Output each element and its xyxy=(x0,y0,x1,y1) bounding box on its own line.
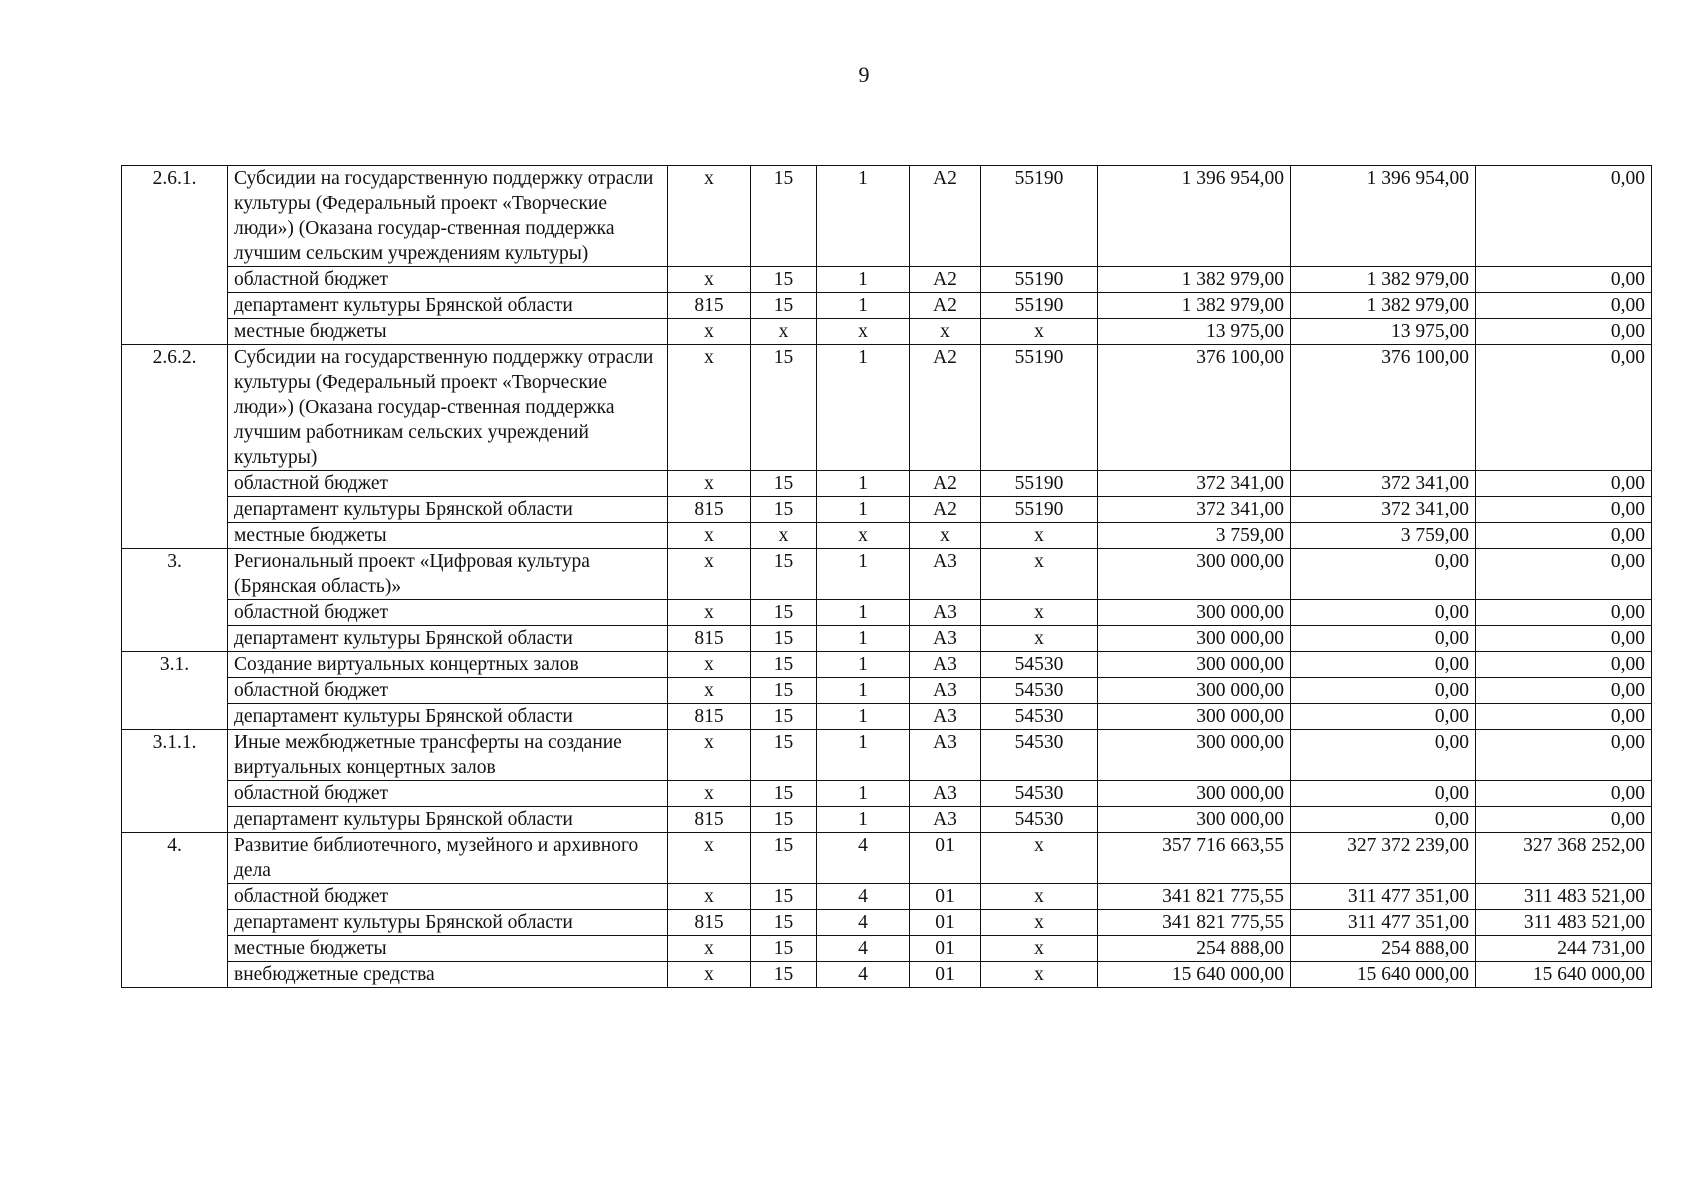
ministry-code-cell: х xyxy=(668,833,751,884)
table-row xyxy=(122,319,1652,345)
expense-code-cell: 54530 xyxy=(981,678,1098,704)
ministry-code-cell: 815 xyxy=(668,626,751,652)
amount-year1-cell: 300 000,00 xyxy=(1098,600,1291,626)
ministry-code-cell: х xyxy=(668,600,751,626)
item-name-cell: департамент культуры Брянской области xyxy=(228,626,668,652)
amount-year3-cell: 0,00 xyxy=(1476,471,1652,497)
program-code-cell: А2 xyxy=(910,497,981,523)
amount-year3-cell: 0,00 xyxy=(1476,781,1652,807)
amount-year3-cell: 0,00 xyxy=(1476,704,1652,730)
item-name-cell: местные бюджеты xyxy=(228,319,668,345)
expense-code-cell: 54530 xyxy=(981,807,1098,833)
ministry-code-cell: х xyxy=(668,549,751,600)
program-code-cell: А2 xyxy=(910,267,981,293)
amount-year2-cell: 372 341,00 xyxy=(1291,497,1476,523)
section-code-cell: 15 xyxy=(751,807,817,833)
amount-year2-cell: 311 477 351,00 xyxy=(1291,910,1476,936)
program-code-cell: А2 xyxy=(910,293,981,319)
section-code-cell: 15 xyxy=(751,730,817,781)
table-row xyxy=(122,600,1652,626)
table-row xyxy=(122,497,1652,523)
amount-year3-cell: 0,00 xyxy=(1476,549,1652,600)
program-code-cell: А3 xyxy=(910,807,981,833)
item-name-cell: департамент культуры Брянской области xyxy=(228,807,668,833)
expense-code-cell: х xyxy=(981,910,1098,936)
program-code-cell: А3 xyxy=(910,781,981,807)
ministry-code-cell: х xyxy=(668,678,751,704)
section-code-cell: 15 xyxy=(751,962,817,988)
expense-code-cell: 55190 xyxy=(981,471,1098,497)
amount-year2-cell: 372 341,00 xyxy=(1291,471,1476,497)
expense-code-cell: х xyxy=(981,549,1098,600)
amount-year2-cell: 327 372 239,00 xyxy=(1291,833,1476,884)
program-code-cell: 01 xyxy=(910,884,981,910)
table-row xyxy=(122,910,1652,936)
expense-code-cell: х xyxy=(981,319,1098,345)
amount-year3-cell: 0,00 xyxy=(1476,807,1652,833)
expense-code-cell: 54530 xyxy=(981,704,1098,730)
section-code-cell: 15 xyxy=(751,626,817,652)
ministry-code-cell: х xyxy=(668,471,751,497)
section-code-cell: 15 xyxy=(751,833,817,884)
ministry-code-cell: 815 xyxy=(668,497,751,523)
amount-year2-cell: 0,00 xyxy=(1291,704,1476,730)
amount-year1-cell: 300 000,00 xyxy=(1098,549,1291,600)
table-row xyxy=(122,293,1652,319)
subsection-code-cell: 1 xyxy=(817,704,910,730)
item-number-cell: 2.6.2. xyxy=(122,345,228,549)
section-code-cell: 15 xyxy=(751,936,817,962)
section-code-cell: х xyxy=(751,319,817,345)
ministry-code-cell: х xyxy=(668,936,751,962)
table-row xyxy=(122,807,1652,833)
subsection-code-cell: 1 xyxy=(817,600,910,626)
table-row xyxy=(122,678,1652,704)
amount-year1-cell: 1 382 979,00 xyxy=(1098,293,1291,319)
table-row xyxy=(122,833,1652,884)
amount-year3-cell: 0,00 xyxy=(1476,497,1652,523)
amount-year2-cell: 1 382 979,00 xyxy=(1291,293,1476,319)
amount-year3-cell: 0,00 xyxy=(1476,678,1652,704)
ministry-code-cell: х xyxy=(668,267,751,293)
item-name-cell: департамент культуры Брянской области xyxy=(228,497,668,523)
program-code-cell: А2 xyxy=(910,166,981,267)
amount-year2-cell: 13 975,00 xyxy=(1291,319,1476,345)
section-code-cell: 15 xyxy=(751,345,817,471)
amount-year2-cell: 0,00 xyxy=(1291,600,1476,626)
amount-year1-cell: 13 975,00 xyxy=(1098,319,1291,345)
table-row xyxy=(122,884,1652,910)
program-code-cell: А3 xyxy=(910,678,981,704)
ministry-code-cell: х xyxy=(668,781,751,807)
subsection-code-cell: 1 xyxy=(817,781,910,807)
ministry-code-cell: 815 xyxy=(668,910,751,936)
item-name-cell: областной бюджет xyxy=(228,471,668,497)
program-code-cell: А3 xyxy=(910,600,981,626)
expense-code-cell: 54530 xyxy=(981,652,1098,678)
table-row xyxy=(122,626,1652,652)
program-code-cell: 01 xyxy=(910,833,981,884)
subsection-code-cell: 1 xyxy=(817,678,910,704)
budget-table xyxy=(121,165,1652,988)
program-code-cell: А3 xyxy=(910,652,981,678)
amount-year1-cell: 372 341,00 xyxy=(1098,471,1291,497)
table-row xyxy=(122,730,1652,781)
subsection-code-cell: 1 xyxy=(817,807,910,833)
amount-year3-cell: 0,00 xyxy=(1476,293,1652,319)
amount-year2-cell: 0,00 xyxy=(1291,781,1476,807)
expense-code-cell: 55190 xyxy=(981,345,1098,471)
expense-code-cell: х xyxy=(981,936,1098,962)
amount-year1-cell: 300 000,00 xyxy=(1098,781,1291,807)
expense-code-cell: 55190 xyxy=(981,293,1098,319)
section-code-cell: 15 xyxy=(751,910,817,936)
amount-year1-cell: 300 000,00 xyxy=(1098,626,1291,652)
amount-year3-cell: 0,00 xyxy=(1476,730,1652,781)
item-name-cell: местные бюджеты xyxy=(228,936,668,962)
section-code-cell: 15 xyxy=(751,652,817,678)
amount-year3-cell: 0,00 xyxy=(1476,523,1652,549)
table-row xyxy=(122,549,1652,600)
program-code-cell: 01 xyxy=(910,910,981,936)
item-name-cell: областной бюджет xyxy=(228,781,668,807)
table-row xyxy=(122,267,1652,293)
item-name-cell: департамент культуры Брянской области xyxy=(228,704,668,730)
amount-year2-cell: 15 640 000,00 xyxy=(1291,962,1476,988)
amount-year3-cell: 0,00 xyxy=(1476,267,1652,293)
subsection-code-cell: 1 xyxy=(817,345,910,471)
amount-year2-cell: 1 396 954,00 xyxy=(1291,166,1476,267)
amount-year3-cell: 15 640 000,00 xyxy=(1476,962,1652,988)
expense-code-cell: х xyxy=(981,600,1098,626)
subsection-code-cell: 1 xyxy=(817,626,910,652)
section-code-cell: 15 xyxy=(751,781,817,807)
program-code-cell: 01 xyxy=(910,936,981,962)
subsection-code-cell: 1 xyxy=(817,471,910,497)
amount-year2-cell: 3 759,00 xyxy=(1291,523,1476,549)
expense-code-cell: 55190 xyxy=(981,497,1098,523)
subsection-code-cell: 4 xyxy=(817,962,910,988)
program-code-cell: А2 xyxy=(910,345,981,471)
table-row xyxy=(122,652,1652,678)
expense-code-cell: х xyxy=(981,884,1098,910)
program-code-cell: 01 xyxy=(910,962,981,988)
amount-year3-cell: 0,00 xyxy=(1476,626,1652,652)
table-row xyxy=(122,471,1652,497)
amount-year2-cell: 311 477 351,00 xyxy=(1291,884,1476,910)
amount-year1-cell: 300 000,00 xyxy=(1098,652,1291,678)
item-name-cell: областной бюджет xyxy=(228,678,668,704)
item-number-cell: 3. xyxy=(122,549,228,652)
section-code-cell: 15 xyxy=(751,471,817,497)
table-body xyxy=(122,166,1652,988)
table-row xyxy=(122,166,1652,267)
amount-year1-cell: 357 716 663,55 xyxy=(1098,833,1291,884)
expense-code-cell: х xyxy=(981,833,1098,884)
item-name-cell: Субсидии на государственную поддержку отрасли культуры (Федеральный проект «Творческие люди») (Оказана государ-ственная поддержка лучшим сельским учреждениям культуры) xyxy=(228,166,668,267)
item-name-cell: департамент культуры Брянской области xyxy=(228,293,668,319)
item-number-cell: 4. xyxy=(122,833,228,988)
amount-year3-cell: 0,00 xyxy=(1476,166,1652,267)
subsection-code-cell: х xyxy=(817,319,910,345)
amount-year1-cell: 1 382 979,00 xyxy=(1098,267,1291,293)
item-name-cell: областной бюджет xyxy=(228,267,668,293)
table-row xyxy=(122,962,1652,988)
section-code-cell: 15 xyxy=(751,293,817,319)
amount-year3-cell: 311 483 521,00 xyxy=(1476,884,1652,910)
ministry-code-cell: х xyxy=(668,345,751,471)
amount-year3-cell: 311 483 521,00 xyxy=(1476,910,1652,936)
amount-year1-cell: 3 759,00 xyxy=(1098,523,1291,549)
program-code-cell: А3 xyxy=(910,730,981,781)
item-number-cell: 3.1.1. xyxy=(122,730,228,833)
table-row xyxy=(122,345,1652,471)
ministry-code-cell: х xyxy=(668,523,751,549)
expense-code-cell: х xyxy=(981,523,1098,549)
amount-year2-cell: 0,00 xyxy=(1291,807,1476,833)
amount-year1-cell: 300 000,00 xyxy=(1098,807,1291,833)
subsection-code-cell: х xyxy=(817,523,910,549)
amount-year3-cell: 0,00 xyxy=(1476,652,1652,678)
subsection-code-cell: 1 xyxy=(817,652,910,678)
amount-year1-cell: 376 100,00 xyxy=(1098,345,1291,471)
amount-year1-cell: 372 341,00 xyxy=(1098,497,1291,523)
section-code-cell: х xyxy=(751,523,817,549)
item-name-cell: внебюджетные средства xyxy=(228,962,668,988)
program-code-cell: А3 xyxy=(910,626,981,652)
ministry-code-cell: х xyxy=(668,166,751,267)
expense-code-cell: х xyxy=(981,962,1098,988)
program-code-cell: А3 xyxy=(910,549,981,600)
ministry-code-cell: х xyxy=(668,884,751,910)
expense-code-cell: 54530 xyxy=(981,781,1098,807)
amount-year1-cell: 341 821 775,55 xyxy=(1098,884,1291,910)
amount-year1-cell: 300 000,00 xyxy=(1098,678,1291,704)
program-code-cell: А2 xyxy=(910,471,981,497)
expense-code-cell: 55190 xyxy=(981,166,1098,267)
amount-year3-cell: 0,00 xyxy=(1476,319,1652,345)
expense-code-cell: 54530 xyxy=(981,730,1098,781)
table-row xyxy=(122,936,1652,962)
amount-year1-cell: 15 640 000,00 xyxy=(1098,962,1291,988)
section-code-cell: 15 xyxy=(751,549,817,600)
item-name-cell: Иные межбюджетные трансферты на создание виртуальных концертных залов xyxy=(228,730,668,781)
ministry-code-cell: х xyxy=(668,962,751,988)
amount-year2-cell: 0,00 xyxy=(1291,626,1476,652)
program-code-cell: х xyxy=(910,523,981,549)
item-name-cell: департамент культуры Брянской области xyxy=(228,910,668,936)
section-code-cell: 15 xyxy=(751,267,817,293)
amount-year2-cell: 0,00 xyxy=(1291,730,1476,781)
item-name-cell: областной бюджет xyxy=(228,884,668,910)
section-code-cell: 15 xyxy=(751,704,817,730)
ministry-code-cell: х xyxy=(668,652,751,678)
item-number-cell: 3.1. xyxy=(122,652,228,730)
subsection-code-cell: 4 xyxy=(817,884,910,910)
subsection-code-cell: 4 xyxy=(817,833,910,884)
page-number: 9 xyxy=(858,62,870,87)
amount-year1-cell: 341 821 775,55 xyxy=(1098,910,1291,936)
ministry-code-cell: 815 xyxy=(668,807,751,833)
amount-year1-cell: 1 396 954,00 xyxy=(1098,166,1291,267)
amount-year3-cell: 0,00 xyxy=(1476,600,1652,626)
ministry-code-cell: х xyxy=(668,730,751,781)
program-code-cell: А3 xyxy=(910,704,981,730)
amount-year3-cell: 0,00 xyxy=(1476,345,1652,471)
subsection-code-cell: 1 xyxy=(817,166,910,267)
section-code-cell: 15 xyxy=(751,497,817,523)
section-code-cell: 15 xyxy=(751,600,817,626)
section-code-cell: 15 xyxy=(751,884,817,910)
subsection-code-cell: 1 xyxy=(817,293,910,319)
item-name-cell: областной бюджет xyxy=(228,600,668,626)
amount-year1-cell: 300 000,00 xyxy=(1098,704,1291,730)
subsection-code-cell: 1 xyxy=(817,497,910,523)
subsection-code-cell: 1 xyxy=(817,549,910,600)
item-name-cell: Развитие библиотечного, музейного и архивного дела xyxy=(228,833,668,884)
ministry-code-cell: 815 xyxy=(668,293,751,319)
item-number-cell: 2.6.1. xyxy=(122,166,228,345)
subsection-code-cell: 4 xyxy=(817,936,910,962)
table-row xyxy=(122,781,1652,807)
expense-code-cell: 55190 xyxy=(981,267,1098,293)
item-name-cell: Региональный проект «Цифровая культура (Брянская область)» xyxy=(228,549,668,600)
subsection-code-cell: 1 xyxy=(817,267,910,293)
item-name-cell: местные бюджеты xyxy=(228,523,668,549)
table-row xyxy=(122,704,1652,730)
ministry-code-cell: 815 xyxy=(668,704,751,730)
section-code-cell: 15 xyxy=(751,166,817,267)
amount-year2-cell: 1 382 979,00 xyxy=(1291,267,1476,293)
subsection-code-cell: 1 xyxy=(817,730,910,781)
amount-year3-cell: 244 731,00 xyxy=(1476,936,1652,962)
expense-code-cell: х xyxy=(981,626,1098,652)
amount-year2-cell: 0,00 xyxy=(1291,652,1476,678)
amount-year2-cell: 254 888,00 xyxy=(1291,936,1476,962)
item-name-cell: Создание виртуальных концертных залов xyxy=(228,652,668,678)
amount-year2-cell: 0,00 xyxy=(1291,549,1476,600)
amount-year1-cell: 254 888,00 xyxy=(1098,936,1291,962)
amount-year2-cell: 0,00 xyxy=(1291,678,1476,704)
item-name-cell: Субсидии на государственную поддержку отрасли культуры (Федеральный проект «Творческие люди») (Оказана государ-ственная поддержка лучшим работникам сельских учреждений культуры) xyxy=(228,345,668,471)
section-code-cell: 15 xyxy=(751,678,817,704)
table-row xyxy=(122,523,1652,549)
amount-year1-cell: 300 000,00 xyxy=(1098,730,1291,781)
amount-year3-cell: 327 368 252,00 xyxy=(1476,833,1652,884)
amount-year2-cell: 376 100,00 xyxy=(1291,345,1476,471)
ministry-code-cell: х xyxy=(668,319,751,345)
program-code-cell: х xyxy=(910,319,981,345)
subsection-code-cell: 4 xyxy=(817,910,910,936)
